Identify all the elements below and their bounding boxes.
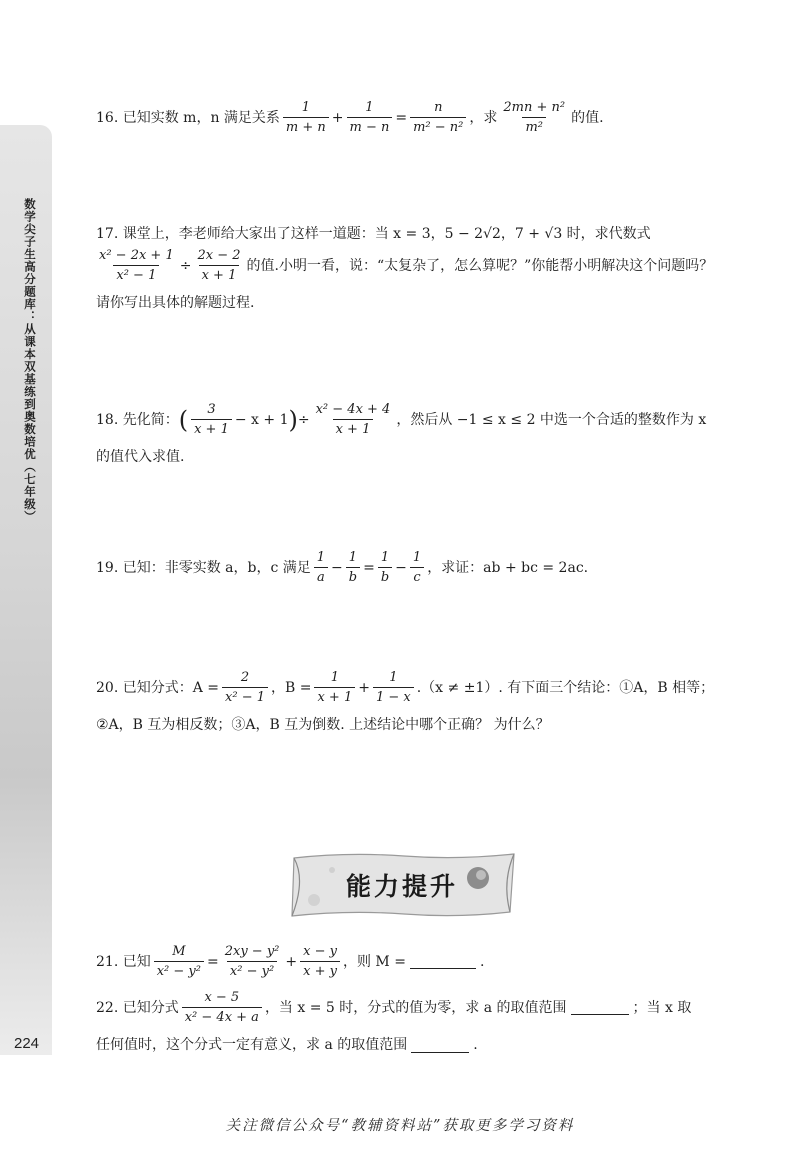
footer-watermark: 关注微信公众号“教辅资料站”获取更多学习资料	[225, 1118, 575, 1134]
q17-line-3: 请你写出具体的解题过程.	[96, 295, 255, 311]
q16-fraction-3: $\frac{n}{\text{m² − n²}}$	[410, 100, 466, 135]
minus-sign: −	[331, 559, 343, 576]
book-title-vertical: 数学尖子生高分题库：从课本双基练到奥数培优（七年级）	[23, 198, 37, 523]
question-18	[96, 402, 706, 467]
q19-fraction-3: $\frac{1}{b}$	[378, 550, 392, 585]
q20-fraction-2: $\frac{1}{x + 1}$	[314, 670, 355, 705]
page-number: 224	[14, 1035, 40, 1052]
q20-fraction-3: $\frac{1}{1 - x}$	[373, 670, 414, 705]
q22-text: 22. 已知分式	[96, 999, 179, 1016]
right-paren: )	[288, 405, 298, 434]
q21-text: 21. 已知	[96, 953, 151, 970]
q20-fraction-1: $\frac{2}{\text{x² − 1}}$	[222, 670, 268, 705]
q22-line-2-end: .	[473, 1037, 478, 1053]
answer-blank[interactable]	[410, 954, 476, 969]
q19-text: 19. 已知：非零实数 a，b，c 满足	[96, 559, 311, 576]
q22-line-2: 任何值时，这个分式一定有意义，求 a 的取值范围	[96, 1037, 408, 1053]
q19-fraction-2: $\frac{1}{b}$	[346, 550, 360, 585]
q22-text-b: ，当 x = 5 时，分式的值为零，求 a 的取值范围	[264, 999, 567, 1016]
question-16	[96, 100, 604, 135]
q16-fraction-2: $\frac{1}{m - n}$	[347, 100, 393, 135]
section-banner	[288, 850, 520, 920]
q21-text-b: ，则 M =	[342, 953, 406, 970]
answer-blank[interactable]	[411, 1038, 469, 1053]
question-17	[96, 224, 713, 313]
q20-text-b: ，B =	[271, 679, 312, 696]
q17-fraction-2: $\frac{2x - 2}{x + 1}$	[197, 248, 241, 283]
q20-line-2: ②A，B 互为相反数；③A，B 互为倒数. 上述结论中哪个正确？ 为什么？	[96, 717, 550, 733]
q16-fraction-1: $\frac{1}{m + n}$	[283, 100, 329, 135]
plus-sign: +	[285, 953, 298, 970]
section-title: 能力提升	[346, 872, 459, 901]
question-22	[96, 990, 691, 1055]
divide-sign: ÷	[179, 257, 192, 274]
q17-line-1: 17. 课堂上，李老师给大家出了这样一道题：当 x = 3，5 − 2√2，7 + √3 时，求代数式	[96, 226, 651, 242]
answer-blank[interactable]	[571, 1000, 629, 1015]
question-20	[96, 670, 714, 735]
q22-text-c: ；当 x 取	[632, 999, 692, 1016]
question-21	[96, 944, 484, 979]
q21-fraction-2: $\frac{\text{2xy − y²}}{\text{x² − y²}}$	[224, 944, 280, 979]
equals-sign: =	[363, 559, 375, 576]
q16-text-b: ，求	[469, 109, 498, 126]
q18-fraction-2: $\frac{\text{x² − 4x + 4}}{x + 1}$	[315, 402, 391, 437]
q19-fraction-1: $\frac{1}{a}$	[314, 550, 328, 585]
plus-sign: +	[358, 679, 370, 696]
q16-text-c: 的值.	[571, 109, 604, 126]
q17-line-2-text: 的值.小明一看，说：“太复杂了，怎么算呢？”你能帮小明解决这个问题吗？	[246, 257, 714, 274]
q21-fraction-3: $\frac{x - y}{x + y}$	[300, 944, 340, 979]
q20-text-c: .（x ≠ ±1）. 有下面三个结论：①A，B 相等；	[416, 679, 715, 696]
equals-sign: =	[395, 109, 408, 126]
plus-sign: +	[331, 109, 344, 126]
q16-text: 16. 已知实数 m，n 满足关系	[96, 109, 280, 126]
q18-line-2: 的值代入求值.	[96, 449, 185, 465]
q21-text-c: .	[479, 953, 485, 970]
q17-fraction-1: $\frac{\text{x² − 2x + 1}}{\text{x² − 1}}$	[99, 248, 174, 283]
q18-text-b: ，然后从 −1 ≤ x ≤ 2 中选一个合适的整数作为 x	[396, 411, 707, 428]
q19-text-b: ，求证：ab + bc = 2ac.	[427, 559, 589, 576]
q18-fraction-1: $\frac{3}{x + 1}$	[191, 402, 232, 437]
divide-sign: ÷	[297, 411, 310, 428]
minus-sign: −	[395, 559, 407, 576]
q22-fraction-1: $\frac{x - 5}{\text{x² − 4x + a}}$	[182, 990, 262, 1025]
q18-text: 18. 先化简：	[96, 411, 179, 428]
q18-middle-term: − x + 1	[234, 411, 289, 428]
question-19	[96, 550, 588, 585]
q20-text: 20. 已知分式：A =	[96, 679, 220, 696]
q19-fraction-4: $\frac{1}{c}$	[410, 550, 424, 585]
left-paren: (	[178, 405, 189, 434]
equals-sign: =	[206, 953, 219, 970]
q21-fraction-1: $\frac{M}{\text{x² − y²}}$	[154, 944, 204, 979]
q16-fraction-4: $\frac{\text{2mn + n²}}{\text{m²}}$	[503, 100, 566, 135]
